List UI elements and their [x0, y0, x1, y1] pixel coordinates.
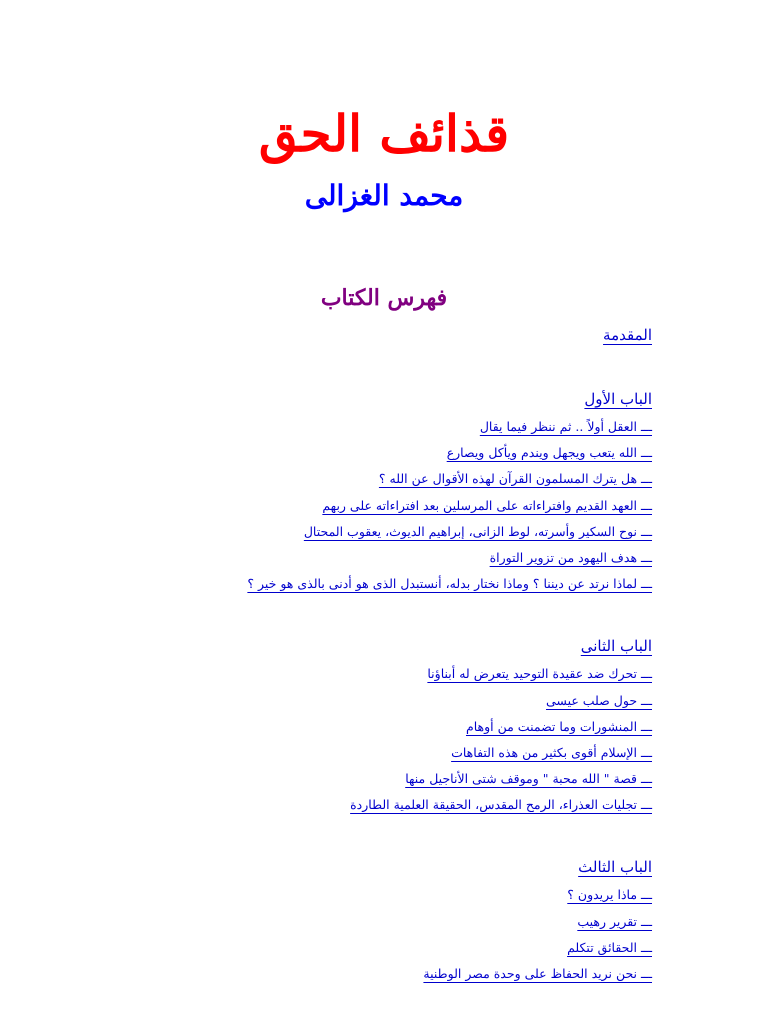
toc-link-item[interactable]: ـــ نحن نريد الحفاظ على وحدة مصر الوطنية [423, 966, 652, 981]
table-of-contents [112, 320, 652, 987]
book-title: قذائف الحق [258, 104, 510, 163]
toc-link-item[interactable]: ـــ الحقائق تتكلم [567, 939, 652, 955]
toc-link-item[interactable]: ـــ نوح السكير وأسرته، لوط الزانى، إبراهيم الديوث، يعقوب المحتال [303, 523, 652, 539]
toc-link-item[interactable]: ـــ الله يتعب ويجهل ويندم ويأكل ويصارع [446, 445, 652, 461]
toc-link-item[interactable]: ـــ تقرير رهيب [577, 913, 652, 929]
toc-heading: فهرس الكتاب [320, 285, 448, 311]
section-3-items [112, 882, 652, 987]
toc-link-intro[interactable]: المقدمة [603, 326, 652, 344]
toc-link-item[interactable]: ـــ هدف اليهود من تزوير التوراة [489, 549, 652, 565]
toc-link-item[interactable]: ـــ ماذا يريدون ؟ [567, 887, 652, 903]
toc-section-1 [112, 384, 652, 597]
book-author: محمد الغزالى [304, 179, 464, 212]
section-2-items [112, 661, 652, 818]
toc-link-item[interactable]: ـــ تجليات العذراء، الرمح المقدس، الحقيقة العلمية الطاردة [350, 797, 652, 813]
toc-link-item[interactable]: ـــ الإسلام أقوى بكثير من هذه التفاهات [451, 744, 652, 760]
section-1-items [112, 414, 652, 597]
toc-link-item[interactable]: ـــ المنشورات وما تضمنت من أوهام [465, 718, 652, 734]
toc-link-item[interactable]: ـــ العهد القديم وافتراءاته على المرسلين بعد افتراءاته على ربهم [322, 497, 652, 513]
toc-link-item[interactable]: ـــ تحرك ضد عقيدة التوحيد يتعرض له أبناؤنا [427, 666, 652, 682]
toc-link-item[interactable]: ـــ العقل أولاً .. ثم ننظر فيما يقال [479, 419, 652, 434]
toc-section-3 [112, 852, 652, 987]
toc-link-item[interactable]: ـــ حول صلب عيسى [546, 692, 652, 708]
toc-link-item[interactable]: ـــ هل يترك المسلمون القرآن لهذه الأقوال عن الله ؟ [378, 471, 652, 487]
section-heading-2[interactable]: الباب الثانى [580, 637, 652, 656]
toc-link-item[interactable]: ـــ قصة " الله محبة " وموقف شتى الأناجيل منها [405, 771, 652, 787]
section-heading-1[interactable]: الباب الأول [584, 390, 652, 408]
toc-link-item[interactable]: ـــ لماذا نرتد عن ديننا ؟ وماذا نختار بدله، أنستبدل الذى هو أدنى بالذى هو خير ؟ [247, 576, 652, 592]
section-heading-3[interactable]: الباب الثالث [578, 858, 652, 877]
toc-section-2 [112, 631, 652, 818]
